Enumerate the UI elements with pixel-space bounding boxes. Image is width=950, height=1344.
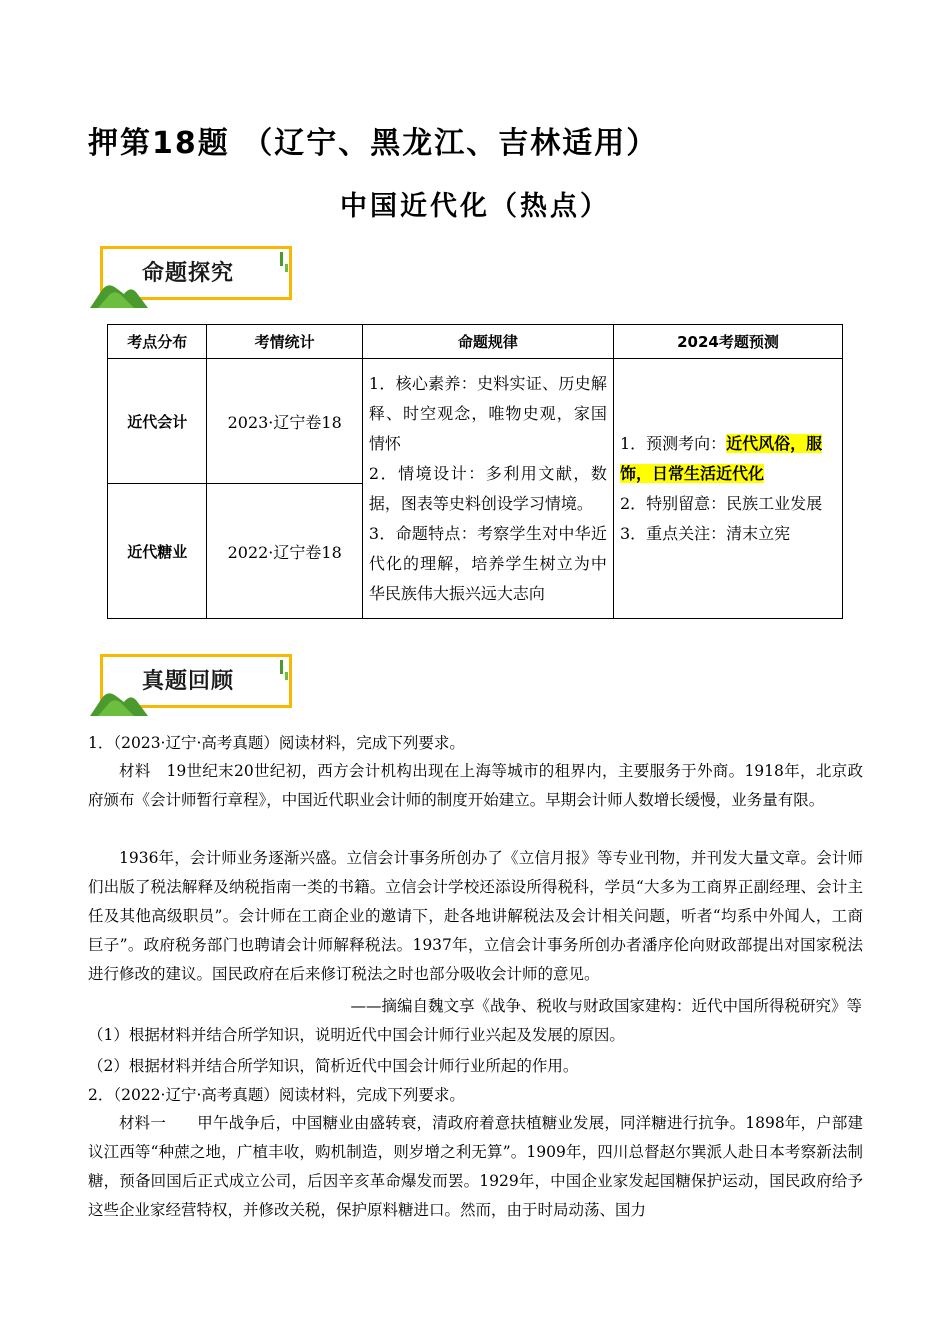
- material-source: ——摘编自魏文享《战争、税收与财政国家建构：近代中国所得税研究》等: [350, 997, 862, 1015]
- question-stem: 2．（2022·辽宁·高考真题）阅读材料，完成下列要求。: [88, 1086, 465, 1104]
- table-header: 2024考题预测: [613, 325, 842, 359]
- table-cell-topic: 近代会计: [108, 359, 207, 484]
- table-header: 考情统计: [207, 325, 362, 359]
- material-paragraph: 材料一 甲午战争后，中国糖业由盛转衰，清政府着意扶植糖业发展，同洋糖进行抗争。1898年，户部建议江西等“种蔗之地，广植丰收，购机制造，则岁增之利无算”。1909年，四川总督赵尔巽派人赴日本考察新法制糖，预备回国后正式成立公司，后因辛亥革命爆发而罢。1929年，中国企业家发起国糖保护运动，国民政府给予这些企业家经营特权，并修改关税，保护原料糖进口。然而，由于时局动荡、国力: [88, 1114, 863, 1219]
- rule-item: 2．情境设计：多利用文献，数据，图表等史料创设学习情境。: [368, 463, 607, 513]
- table-header: 命题规律: [362, 325, 613, 359]
- table-header: 考点分布: [108, 325, 207, 359]
- rule-item: 3．命题特点：考察学生对中华近代化的理解，培养学生树立为中华民族伟大振兴远大志向: [368, 523, 607, 603]
- table-cell-topic: 近代糖业: [108, 484, 207, 619]
- hill-icon: [90, 686, 150, 716]
- table-cell-rules: [362, 359, 613, 619]
- leaf-accent-icon: [278, 660, 290, 686]
- forecast-item: 1．预测考向：近代风俗，服饰，日常生活近代化: [619, 433, 823, 483]
- section-badge-explore: [90, 246, 298, 308]
- section-badge-review: [90, 654, 298, 716]
- forecast-highlight: 近代风俗，服饰，日常生活近代化: [619, 433, 823, 483]
- forecast-item: 3．重点关注：清末立宪: [619, 523, 791, 543]
- hill-icon: [90, 278, 150, 308]
- section-label-explore: 命题探究: [142, 261, 235, 286]
- sub-question: （1）根据材料并结合所学知识，说明近代中国会计师行业兴起及发展的原因。: [88, 1026, 625, 1044]
- material-paragraph: 材料 19世纪末20世纪初，西方会计机构出现在上海等城市的租界内，主要服务于外商。1918年，北京政府颁布《会计师暂行章程》，中国近代职业会计师的制度开始建立。早期会计师人数增长缓慢，业务量有限。: [88, 762, 863, 809]
- forecast-item: 2．特别留意：民族工业发展: [619, 493, 823, 513]
- table-cell-stat: 2022·辽宁卷18: [207, 484, 362, 619]
- section-label-review: 真题回顾: [142, 669, 235, 694]
- sub-question: （2）根据材料并结合所学知识，简析近代中国会计师行业所起的作用。: [88, 1057, 579, 1075]
- page-subtitle: 中国近代化（热点）: [340, 191, 610, 222]
- table-cell-forecast: [613, 359, 842, 619]
- question-stem: 1．（2023·辽宁·高考真题）阅读材料，完成下列要求。: [88, 734, 465, 752]
- page-title: 押第18题 （辽宁、黑龙江、吉林适用）: [88, 126, 659, 161]
- rule-item: 1．核心素养：史料实证、历史解释、时空观念，唯物史观，家国情怀: [368, 373, 607, 453]
- table-cell-stat: 2023·辽宁卷18: [207, 359, 362, 484]
- material-paragraph: 1936年，会计师业务逐渐兴盛。立信会计事务所创办了《立信月报》等专业刊物，并刊发大量文章。会计师们出版了税法解释及纳税指南一类的书籍。立信会计学校还添设所得税科，学员“大多为工商界正副经理、会计主任及其他高级职员”。会计师在工商企业的邀请下，赴各地讲解税法及会计相关问题，听者“均系中外闻人，工商巨子”。政府税务部门也聘请会计师解释税法。1937年，立信会计事务所创办者潘序伦向财政部提出对国家税法进行修改的建议。国民政府在后来修订税法之时也部分吸收会计师的意见。: [88, 849, 863, 983]
- analysis-table: [107, 324, 843, 619]
- leaf-accent-icon: [278, 252, 290, 278]
